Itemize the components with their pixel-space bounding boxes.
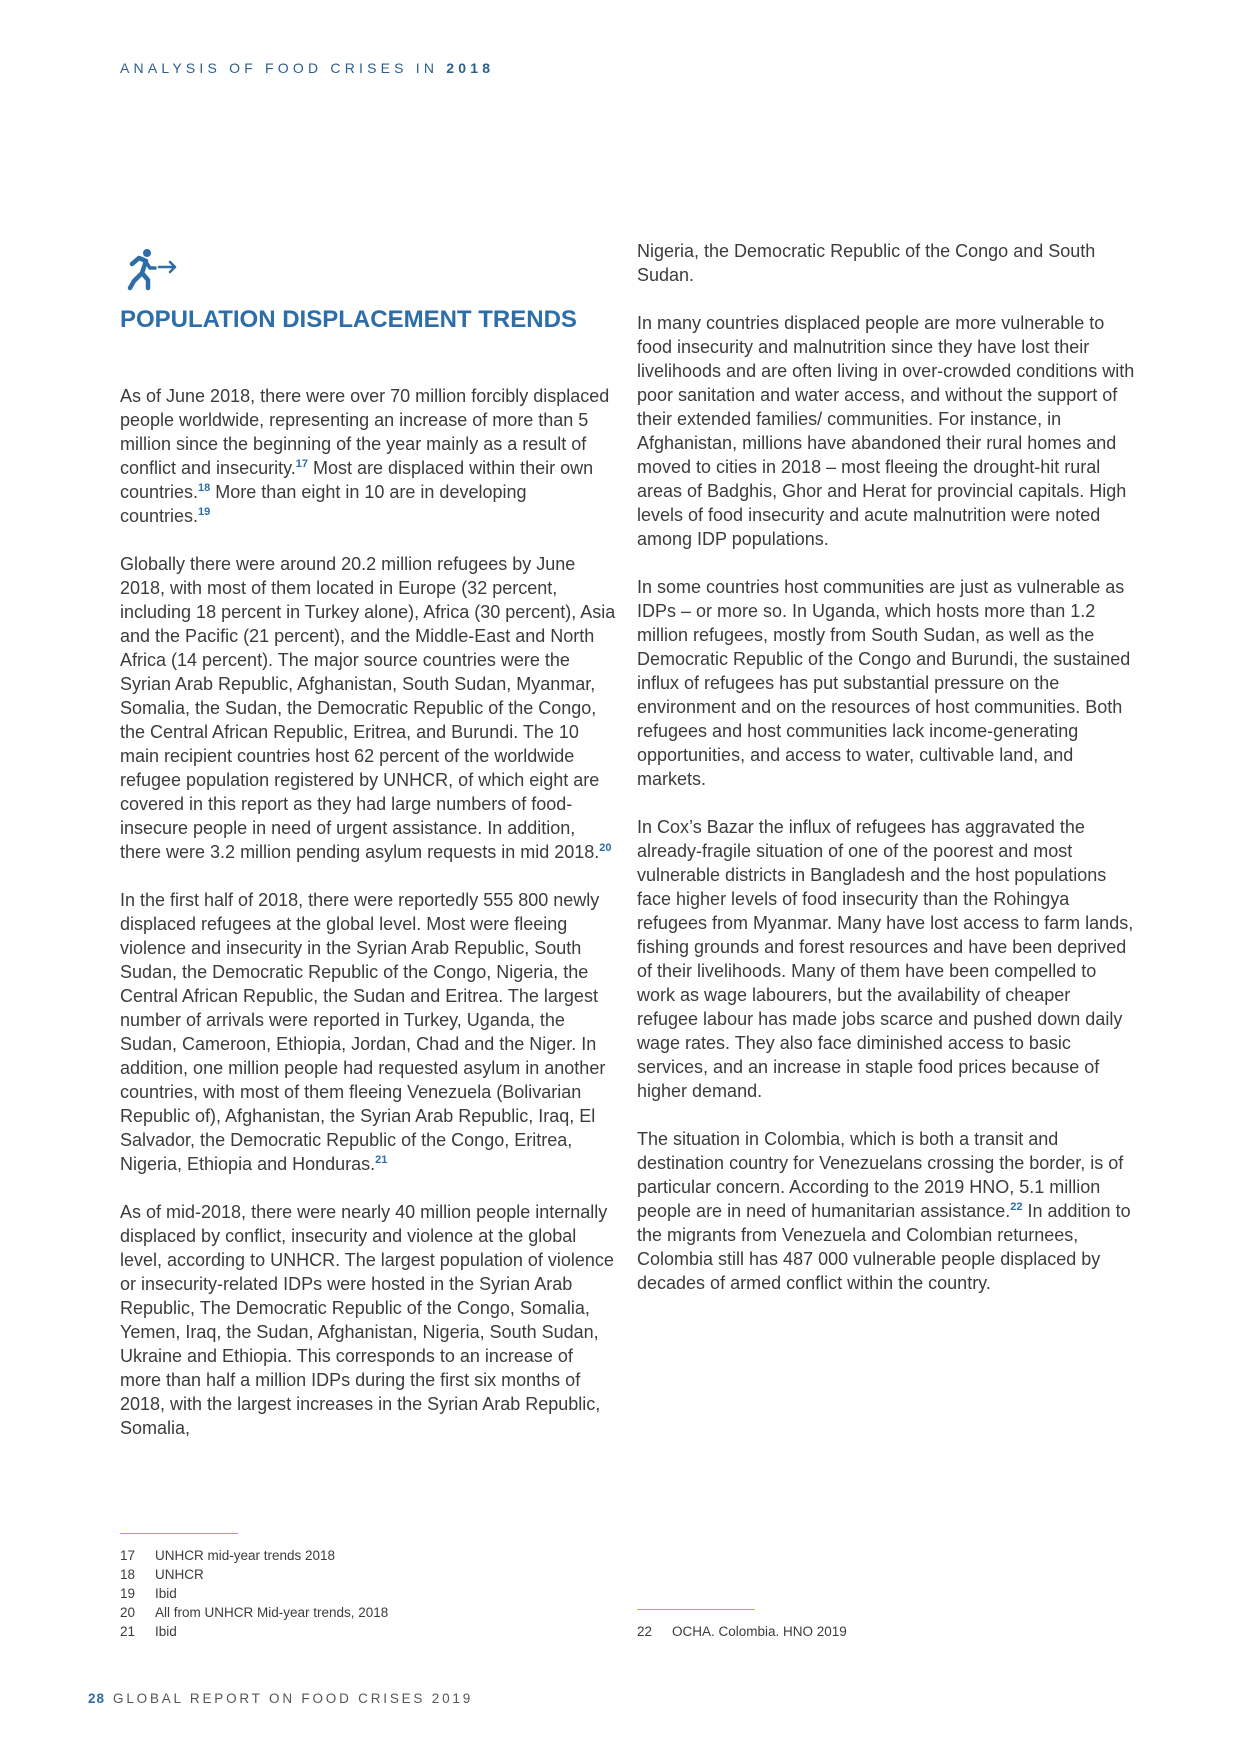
footnote: 18 UNHCR — [120, 1567, 204, 1582]
footnote: 21 Ibid — [120, 1624, 177, 1639]
paragraph: The situation in Colombia, which is both a transit and destination country for Venezuelans crossing the border, is of particular concern. According to the 2019 HNO, 5.1 million people are in need of humanitarian assistance.$^{22}$ In addition to the migrants from Venezuela and Colombian returnees, Colombia still has 487 000 vulnerable people displaced by decades of armed conflict within the country. — [637, 1129, 1131, 1293]
footnotes-right — [637, 1622, 847, 1641]
paragraph: In some countries host communities are just as vulnerable as IDPs – or more so. In Uganda, which hosts more than 1.2 million refugees, mostly from South Sudan, as well as the Democratic Republic of the Congo and Burundi, the sustained influx of refugees has put substantial pressure on the environment and on the resources of host communities. Both refugees and host communities lack income-generating opportunities, and access to water, cultivable land, and markets. — [637, 577, 1131, 789]
footnote-divider — [637, 1609, 755, 1610]
footnote-ref[interactable]: 19 — [198, 506, 211, 518]
footnotes-left — [120, 1546, 388, 1641]
running-head — [120, 60, 494, 76]
right-column — [637, 239, 1135, 1319]
footnote: 19 Ibid — [120, 1586, 177, 1601]
paragraph: In many countries displaced people are more vulnerable to food insecurity and malnutrition since they have lost their livelihoods and are often living in over-crowded conditions with poor sanitation and water access, and without the support of their extended families/ communities. For instance, in Afghanistan, millions have abandoned their rural homes and moved to cities in 2018 – most fleeing the drought-hit rural areas of Badghis, Ghor and Herat for provincial capitals. High levels of food insecurity and acute malnutrition were noted among IDP populations. — [637, 313, 1135, 549]
footnote-ref[interactable]: 20 — [599, 842, 612, 854]
report-title: GLOBAL REPORT ON FOOD CRISES 2019 — [113, 1691, 474, 1706]
paragraph: Globally there were around 20.2 million refugees by June 2018, with most of them located in Europe (32 percent, including 18 percent in Turkey alone), Africa (30 percent), Asia and the Pacific (21 percent), and the Middle-East and North Africa (14 percent). The major source countries were the Syrian Arab Republic, Afghanistan, South Sudan, Myanmar, Somalia, the Sudan, the Democratic Republic of the Congo, the Central African Republic, Eritrea, and Burundi. The 10 main recipient countries host 62 percent of the worldwide refugee population registered by UNHCR, of which eight are covered in this report as they had large numbers of food-insecure people in need of urgent assistance. In addition, there were 3.2 million pending asylum requests in mid 2018.20 — [120, 554, 616, 862]
paragraph: In Cox’s Bazar the influx of refugees has aggravated the already-fragile situation of one of the poorest and most vulnerable districts in Bangladesh and the host populations face higher levels of food insecurity than the Rohingya refugees from Myanmar. Many have lost access to farm lands, fishing grounds and forest resources and have been deprived of their livelihoods. Many of them have been compelled to work as wage labourers, but the availability of cheaper refugee labour has made jobs scarce and pushed down daily wage rates. They also face diminished access to basic services, and an increase in staple food prices because of higher demand. — [637, 817, 1134, 1101]
footnote-divider — [120, 1533, 238, 1534]
footnote-ref[interactable]: 22 — [1010, 1201, 1023, 1213]
paragraph: As of June 2018, there were over 70 million forcibly displaced people worldwide, representing an increase of more than 5 million since the beginning of the year mainly as a result of conflict and insecurity.$^{17}$ Most are displaced within their own countries.$^{18}$ More than eight in 10 are in developing countries.$^{19}$ — [120, 386, 610, 526]
section-title: POPULATION DISPLACEMENT TRENDS — [120, 306, 577, 333]
paragraph: In the first half of 2018, there were reportedly 555 800 newly displaced refugees at the global level. Most were fleeing violence and insecurity in the Syrian Arab Republic, South Sudan, the Democratic Republic of the Congo, Nigeria, the Central African Republic, the Sudan and Eritrea. The largest number of arrivals were reported in Turkey, Uganda, the Sudan, Cameroon, Ethiopia, Jordan, Chad and the Niger. In addition, one million people had requested asylum in another countries, with most of them fleeing Venezuela (Bolivarian Republic of), Afghanistan, the Syrian Arab Republic, Iraq, El Salvador, the Democratic Republic of the Congo, Eritrea, Nigeria, Ethiopia and Honduras.$^{21}$ — [120, 890, 606, 1174]
page-footer — [88, 1691, 473, 1706]
paragraph: Nigeria, the Democratic Republic of the Congo and South Sudan. — [637, 241, 1096, 285]
running-head-year: 2018 — [446, 60, 495, 76]
person-running-arrow-icon — [120, 246, 180, 294]
footnote: 20 All from UNHCR Mid-year trends, 2018 — [120, 1605, 389, 1620]
footnote-ref[interactable]: 18 — [198, 482, 211, 494]
running-head-prefix: ANALYSIS OF FOOD CRISES IN — [120, 60, 439, 76]
page-number: 28 — [88, 1691, 106, 1706]
left-column — [120, 384, 618, 1464]
footnote: 17 UNHCR mid-year trends 2018 — [120, 1548, 336, 1563]
paragraph: As of mid-2018, there were nearly 40 million people internally displaced by conflict, insecurity and violence at the global level, according to UNHCR. The largest population of violence or insecurity-related IDPs were hosted in the Syrian Arab Republic, The Democratic Republic of the Congo, Somalia, Yemen, Iraq, the Sudan, Afghanistan, Nigeria, South Sudan, Ukraine and Ethiopia. This corresponds to an increase of more than half a million IDPs during the first six months of 2018, with the largest increases in the Syrian Arab Republic, Somalia, — [120, 1202, 614, 1438]
footnote-ref[interactable]: 21 — [375, 1154, 388, 1166]
footnote: 22 OCHA. Colombia. HNO 2019 — [637, 1624, 847, 1639]
footnote-ref[interactable]: 17 — [295, 458, 308, 470]
